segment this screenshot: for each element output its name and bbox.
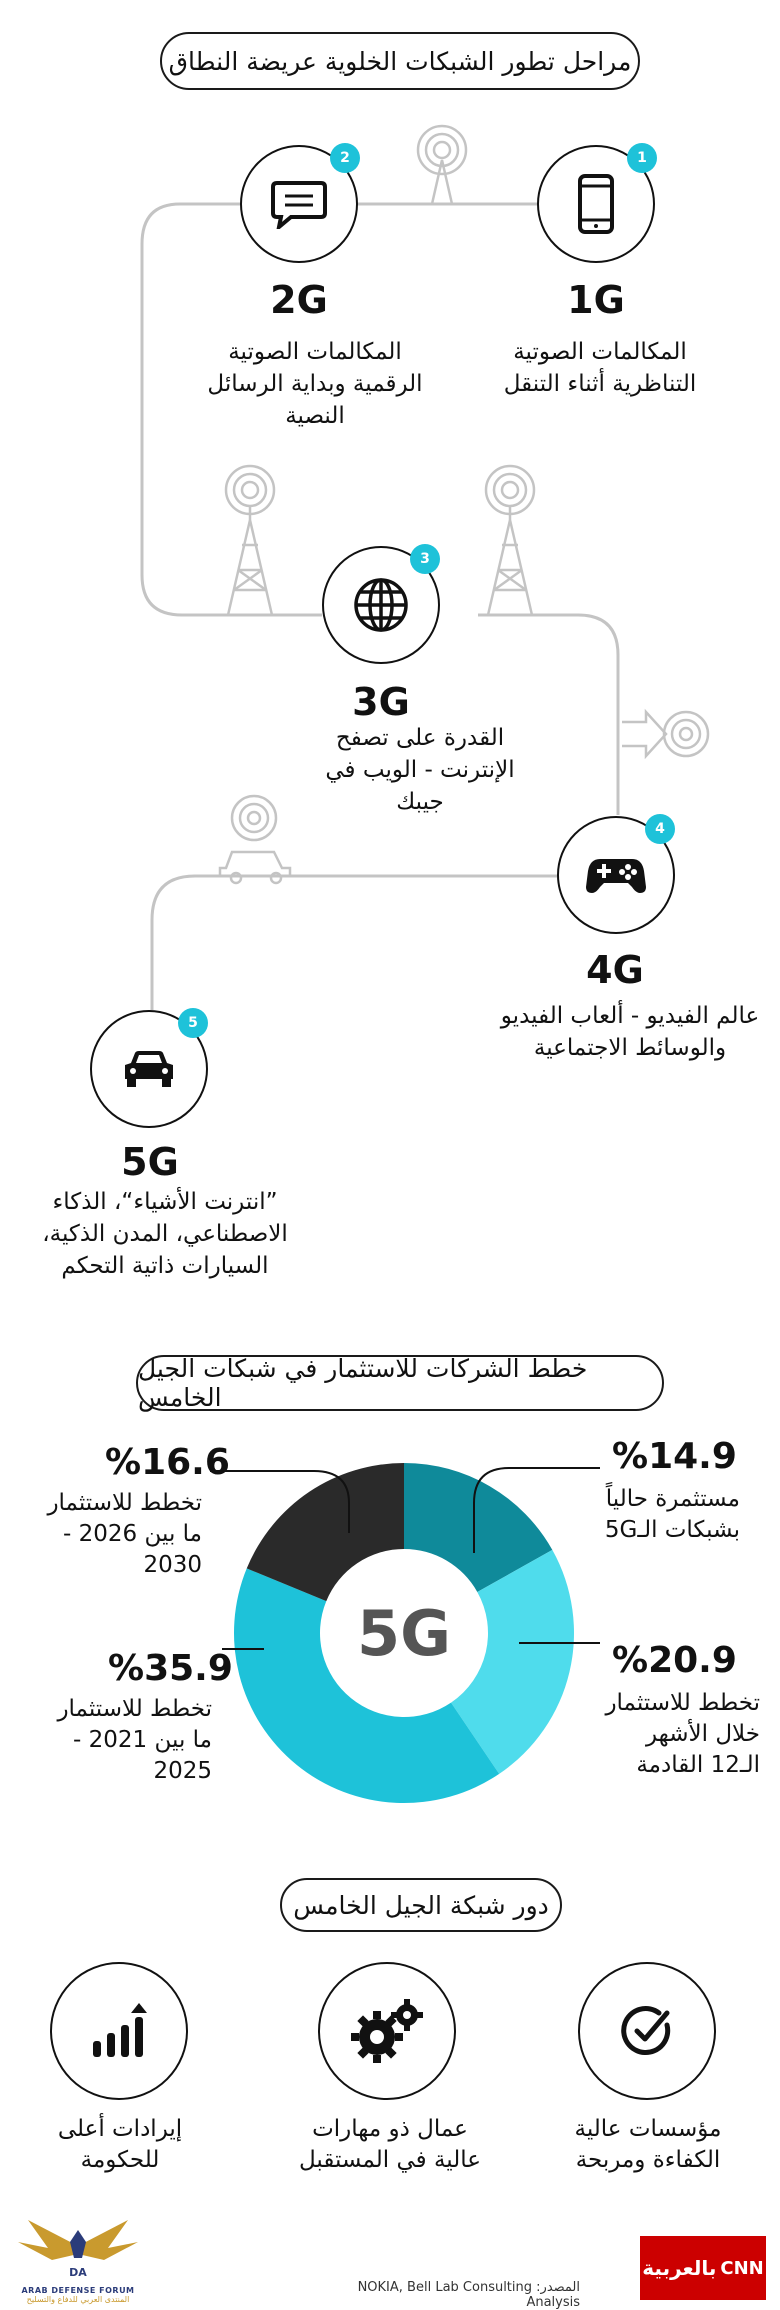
section-title-text: خطط الشركات للاستثمار في شبكات الجيل الخامس	[138, 1354, 588, 1412]
role-2-text: عمال ذو مهارات عالية في المستقبل	[299, 2116, 481, 2173]
stage-2-badge: 2	[330, 143, 360, 173]
segment-pct-2: %20.9	[612, 1640, 737, 1681]
source-text: NOKIA, Bell Lab Consulting Analysis	[357, 2280, 580, 2310]
stage-4g-label: 4G	[586, 948, 644, 992]
stage-1g-label: 1G	[567, 278, 625, 322]
stage-1g-desc: المكالمات الصوتية التناظرية أثناء التنقل	[503, 339, 697, 397]
segment-desc-3: تخطط للاستثمار ما بين 2021 - 2025	[57, 1696, 212, 1784]
role-1-circle	[578, 1962, 716, 2100]
section-title-role	[280, 1878, 562, 1932]
section-title-text: دور شبكة الجيل الخامس	[293, 1890, 549, 1920]
watermark-logo	[8, 2212, 148, 2304]
brand-text: بالعربية	[642, 2256, 717, 2280]
stage-5-badge: 5	[178, 1008, 208, 1038]
watermark-line2: المنتدى العربي للدفاع والتسليح	[26, 2295, 130, 2304]
tower-icon	[226, 466, 274, 615]
source-label: المصدر:	[536, 2280, 580, 2295]
globe-icon	[353, 577, 409, 633]
cnn-arabic-logo	[640, 2236, 766, 2300]
phone-icon	[576, 174, 616, 234]
section-title-investment	[136, 1355, 664, 1411]
stage-1-badge: 1	[627, 143, 657, 173]
stage-3-badge: 3	[410, 544, 440, 574]
tower-icon	[418, 126, 466, 204]
stage-3g-label: 3G	[352, 680, 410, 724]
role-2-circle	[318, 1962, 456, 2100]
stage-3g-desc: القدرة على تصفح الإنترنت - الويب في جيبك	[325, 725, 515, 815]
section-title-text: مراحل تطور الشبكات الخلوية عريضة النطاق	[168, 46, 632, 76]
stage-5g-desc: ”انترنت الأشياء“، الذكاء الاصطناعي، المدن الذكية، السيارات ذاتية التحكم	[42, 1189, 288, 1279]
role-1-text: مؤسسات عالية الكفاءة ومربحة	[574, 2116, 722, 2173]
tower-icon	[486, 466, 534, 615]
stage-4g-desc: عالم الفيديو - ألعاب الفيديو والوسائط الاجتماعية	[500, 1003, 760, 1061]
stage-2g-label: 2G	[270, 278, 328, 322]
stage-4-badge: 4	[645, 814, 675, 844]
message-icon	[271, 179, 327, 229]
stage-2g-desc: المكالمات الصوتية الرقمية وبداية الرسائل النصية	[207, 339, 423, 429]
role-3-circle	[50, 1962, 188, 2100]
segment-desc-2: تخطط للاستثمار خلال الأشهر الـ12 القادمة	[605, 1690, 760, 1778]
source-line	[320, 2280, 580, 2310]
arrow-signal-icon	[622, 712, 708, 756]
car-icon	[121, 1049, 177, 1089]
role-3-text: إيرادات أعلى للحكومة	[57, 2116, 183, 2173]
checkmark-icon	[619, 2003, 675, 2059]
growth-chart-icon	[89, 2003, 149, 2059]
gears-icon	[347, 1999, 427, 2063]
donut-center-label: 5G	[356, 1597, 452, 1670]
brand-box: CNN	[720, 2257, 764, 2279]
segment-pct-4: %16.6	[105, 1442, 230, 1483]
segment-pct-3: %35.9	[108, 1648, 233, 1689]
segment-pct-1: %14.9	[612, 1436, 737, 1477]
segment-desc-1: مستثمرة حالياً بشبكات الـ5G	[604, 1486, 740, 1543]
wing-emblem-icon	[8, 2212, 148, 2282]
segment-desc-4: تخطط للاستثمار ما بين 2026 - 2030	[47, 1490, 202, 1578]
stage-5g-label: 5G	[121, 1140, 179, 1184]
watermark-line1: ARAB DEFENSE FORUM	[21, 2286, 135, 2295]
svg-text:DA: DA	[69, 2266, 87, 2279]
car-signal-icon	[220, 796, 290, 883]
gamepad-icon	[586, 855, 646, 895]
